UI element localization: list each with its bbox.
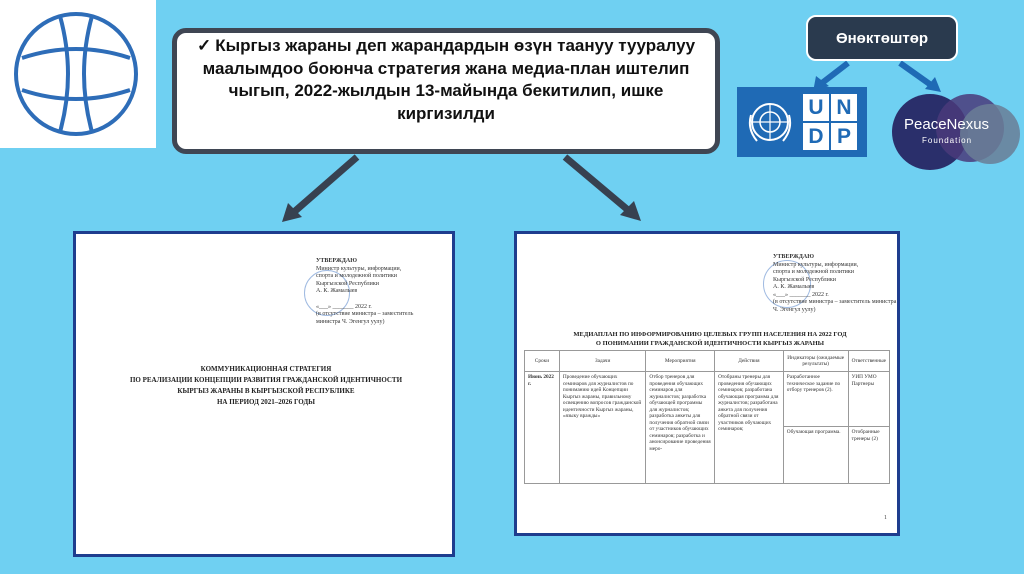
table-cell: Отобранные тренеры (2) <box>848 427 889 484</box>
peacenexus-circles-icon <box>890 92 1024 174</box>
approval-line: А. К. Жамалыев <box>316 288 358 294</box>
table-cell: УИП УМО Партнеры <box>848 372 889 427</box>
undp-letters <box>803 94 857 150</box>
column-header: Индикаторы (ожидаемые результаты) <box>783 351 848 372</box>
column-header: Мероприятия <box>646 351 715 372</box>
strategy-title-line: КОММУНИКАЦИОННАЯ СТРАТЕГИЯ <box>200 365 332 373</box>
approval-line: Министр культуры, информации, <box>773 261 859 268</box>
media-plan-title-line: О ПОНИМАНИИ ГРАЖДАНСКОЙ ИДЕНТИЧНОСТИ КЫРГЫЗ ЖАРАНЫ <box>595 340 825 347</box>
table-cell: Обучающая программа. <box>783 427 848 484</box>
table-cell: Июнь 2022 г. <box>525 372 560 484</box>
partners-button[interactable]: Өнөктөштөр <box>806 15 958 61</box>
media-plan-table <box>524 350 890 484</box>
peacenexus-logo <box>890 92 1024 174</box>
approval-line: УТВЕРЖДАЮ <box>316 258 358 264</box>
table-cell: Отбор тренеров для проведения обучающих семинаров для журналистов; разработка обучающей программы для журналистов; разработка анкеты для получения обратной связи от участников обучающих семинаров; разработка и анонсирование проведения меро- <box>646 372 715 484</box>
approval-line: министра Ч. Эгенгул уулу) <box>316 318 385 325</box>
approval-line: УТВЕРЖДАЮ <box>773 254 815 260</box>
column-header: Задачи <box>559 351 646 372</box>
approval-block <box>316 258 446 326</box>
undp-letter: P <box>831 123 857 150</box>
approval-line: спорта и молодежной политики <box>316 273 397 279</box>
undp-letter: U <box>803 94 829 121</box>
strategy-title-line: НА ПЕРИОД 2021–2026 ГОДЫ <box>216 398 316 406</box>
media-plan-title-line: МЕДИАПЛАН ПО ИНФОРМИРОВАНИЮ ЦЕЛЕВЫХ ГРУПП НАСЕЛЕНИЯ НА 2022 ГОД <box>573 331 847 338</box>
approval-line: (в отсутствие министра – заместитель министра <box>773 299 897 305</box>
table-cell: Отобраны тренеры для проведения обучающих семинаров; разработана обучающая программа для журналистов; разработана анкета для получения обратной связи от участников обучающих семинаров; <box>715 372 784 484</box>
approval-block <box>773 254 898 314</box>
undp-letter: D <box>803 123 829 150</box>
approval-line: А. К. Жамалыев <box>773 284 815 290</box>
strategy-document <box>73 231 455 557</box>
page-number: 1 <box>884 515 887 521</box>
column-header: Сроки <box>525 351 560 372</box>
table-header-row <box>525 351 890 372</box>
arrow-to-mediaplan-icon <box>565 157 641 221</box>
arrow-to-peacenexus-icon <box>900 63 941 92</box>
column-header: Ответственные <box>848 351 889 372</box>
approval-line: «___» _______ 2022 г. <box>316 303 372 310</box>
approval-line: Кыргызской Республики <box>316 280 379 287</box>
approval-line: Ч. Эгенгул уулу) <box>773 306 816 313</box>
undp-letter: N <box>831 94 857 121</box>
peacenexus-name: PeaceNexus <box>904 116 990 133</box>
media-plan-title <box>537 330 883 348</box>
arrow-to-strategy-icon <box>282 157 357 222</box>
table-row <box>525 372 890 427</box>
table-cell: Разработанное техническое задание по отбору тренеров (2). <box>783 372 848 427</box>
strategy-title-line: КЫРГЫЗ ЖАРАНЫ В КЫРГЫЗСКОЙ РЕСПУБЛИКЕ <box>177 387 355 395</box>
announcement-text: Кыргыз жараны деп жарандардын өзүн таануу тууралуу маалымдоо боюнча стратегия жана медиа-план иштелип чыгып, 2022-жылдын 13-майында бекитилип, ишке киргизилди <box>202 36 696 123</box>
checkmark-icon: ✓ <box>196 36 212 55</box>
column-header: Действия <box>715 351 784 372</box>
approval-line: Министр культуры, информации, <box>316 265 402 272</box>
approval-line: Кыргызской Республики <box>773 276 836 283</box>
approval-line: «___» _______ 2022 г. <box>773 291 829 298</box>
approval-line: спорта и молодежной политики <box>773 269 854 275</box>
table-cell: Проведение обучающих семинаров для журналистов по пониманию идей Концепции Кыргыз жараны, правильному освещению вопросов гражданской идентичности Кыргыз жараны, «языку вражды» <box>559 372 646 484</box>
media-plan-document <box>514 231 900 536</box>
strategy-title-line: ПО РЕАЛИЗАЦИИ КОНЦЕПЦИИ РАЗВИТИЯ ГРАЖДАНСКОЙ ИДЕНТИЧНОСТИ <box>129 376 403 384</box>
undp-logo <box>737 87 867 157</box>
strategy-title <box>116 364 416 408</box>
approval-line: (в отсутствие министра – заместитель <box>316 311 414 317</box>
peacenexus-subtitle: Foundation <box>922 136 973 145</box>
un-emblem-icon <box>743 95 797 149</box>
